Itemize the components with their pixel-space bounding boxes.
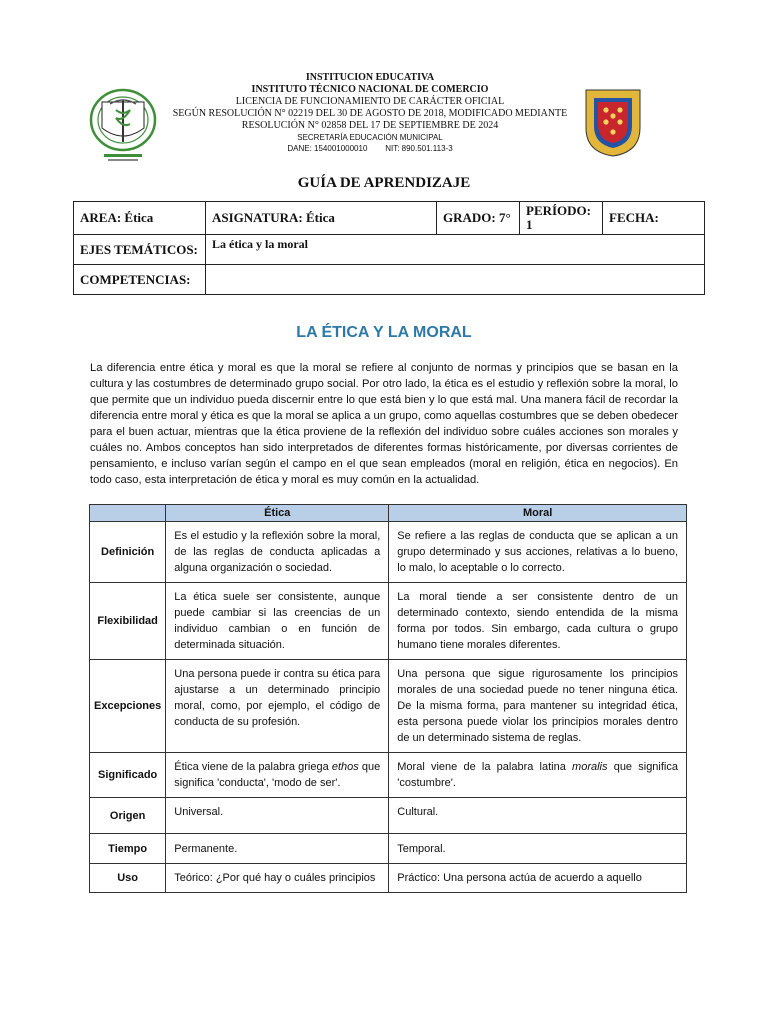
column-header-etica: Ética: [166, 505, 389, 522]
table-row: [90, 753, 687, 798]
significado-moral-word: moralis: [572, 761, 608, 773]
table-header-row: [90, 505, 687, 522]
row-label-flexibilidad: Flexibilidad: [90, 583, 166, 660]
competencias-label: COMPETENCIAS:: [74, 265, 206, 295]
table-row: [90, 864, 687, 893]
cell-excepciones-etica: Una persona puede ir contra su ética para ajustarse a un determinado principio moral, como, por ejemplo, el código de conducta de su profesión.: [166, 660, 389, 753]
row-label-significado: Significado: [90, 753, 166, 798]
significado-moral-text: Moral viene de la palabra latina: [397, 761, 573, 773]
cell-flexibilidad-etica: La ética suele ser consistente, aunque puede cambiar si las creencias de un individuo cambian o en función de determinada situación.: [166, 583, 389, 660]
asignatura-cell: ASIGNATURA: Ética: [206, 202, 437, 235]
row-label-tiempo: Tiempo: [90, 834, 166, 864]
header-line-5: RESOLUCIÓN N° 02858 DEL 17 DE SEPTIEMBRE DE 2024: [241, 120, 499, 131]
row-label-origen: Origen: [90, 798, 166, 834]
significado-etica-text-end: que significa 'conducta', 'modo de ser'.: [174, 761, 381, 789]
competencias-value: [206, 265, 705, 295]
table-row: [90, 583, 687, 660]
fecha-cell: FECHA:: [603, 202, 705, 235]
cell-tiempo-moral: Temporal.: [389, 834, 687, 864]
cell-tiempo-etica: Permanente.: [166, 834, 389, 864]
table-row: [90, 522, 687, 583]
grado-cell: GRADO: 7°: [437, 202, 520, 235]
significado-moral-text-end: que significa 'costumbre'.: [397, 761, 678, 789]
cell-definicion-etica: Es el estudio y la reflexión sobre la moral, de las reglas de conducta aplicadas a alguna organización o sociedad.: [166, 522, 389, 583]
cell-significado-moral: [389, 753, 687, 798]
cell-origen-moral: Cultural.: [389, 798, 687, 834]
column-header-moral: Moral: [389, 505, 687, 522]
table-row: [90, 798, 687, 834]
document-title: LA ÉTICA Y LA MORAL: [296, 324, 472, 341]
header-line-6: SECRETARÍA EDUCACIÓN MUNICIPAL: [297, 133, 443, 142]
header-line-7: DANE: 154001000010 NIT: 890.501.113-3: [287, 144, 453, 153]
cell-flexibilidad-moral: La moral tiende a ser consistente dentro de un determinado contexto, siendo entendida de la misma forma por todos. Sin embargo, cada cultura o grupo humano tiene morales diferentes.: [389, 583, 687, 660]
table-row: [90, 834, 687, 864]
area-cell: AREA: Ética: [74, 202, 206, 235]
city-shield-logo: [584, 88, 642, 158]
guide-title: GUÍA DE APRENDIZAJE: [297, 175, 471, 191]
table-row: [90, 660, 687, 753]
ejes-label: EJES TEMÁTICOS:: [74, 235, 206, 265]
row-label-excepciones: Excepciones: [90, 660, 166, 753]
cell-origen-etica: Universal.: [166, 798, 389, 834]
subject-info-table: [73, 201, 705, 295]
header-line-3: LICENCIA DE FUNCIONAMIENTO DE CARÁCTER OFICIAL: [235, 96, 505, 107]
significado-etica-text: Ética viene de la palabra griega: [174, 761, 332, 773]
corner-header: [90, 505, 166, 522]
cell-uso-moral: Práctico: Una persona actúa de acuerdo a aquello: [389, 864, 687, 893]
cell-excepciones-moral: Una persona que sigue rigurosamente los principios morales de una sociedad puede no tener ninguna ética. De la misma forma, para mantener su integridad ética, esta persona puede violar los principios morales dentro de un determinado sistema de reglas.: [389, 660, 687, 753]
institution-logo: [88, 86, 158, 164]
row-label-definicion: Definición: [90, 522, 166, 583]
cell-uso-etica: Teórico: ¿Por qué hay o cuáles principios: [166, 864, 389, 893]
header-line-1: INSTITUCIÓN EDUCATIVA: [305, 72, 435, 83]
institution-header: [160, 72, 580, 154]
periodo-cell: PERÍODO: 1: [520, 202, 603, 235]
header-line-2: INSTITUTO TÉCNICO NACIONAL DE COMERCIO: [251, 84, 489, 95]
ejes-value: La ética y la moral: [206, 235, 705, 265]
cell-definicion-moral: Se refiere a las reglas de conducta que se aplican a un grupo determinado y sus acciones, relativas a lo bueno, lo malo, lo aceptable o lo correcto.: [389, 522, 687, 583]
significado-etica-word: ethos: [331, 761, 359, 773]
header-line-4: SEGÚN RESOLUCIÓN N° 02219 DEL 30 DE AGOSTO DE 2018, MODIFICADO MEDIANTE: [172, 108, 568, 119]
row-label-uso: Uso: [90, 864, 166, 893]
cell-significado-etica: [166, 753, 389, 798]
comparison-table: [89, 504, 687, 893]
intro-paragraph: La diferencia entre ética y moral es que la moral se refiere al conjunto de normas y principios que se basan en la cultura y las costumbres de determinado grupo social. Por otro lado, la ética es el estudio y reflexión sobre la moral, lo que permite que un individuo pueda discernir entre lo que está bien y lo que está mal. Una manera fácil de recordar la diferencia entre moral y ética es que la moral se aplica a un grupo, como aquellas costumbres que se deben obedecer para el buen actuar, mientras que la ética proviene de la reflexión del individuo sobre cuáles acciones son morales y cuáles no. Ambos conceptos han sido interpretados de diferentes formas históricamente, por diversas corrientes de pensamiento, e incluso varían según el campo en el que sean empleados (moral en religión, ética en negocios). En todo caso, esta interpretación de ética y moral es muy común en la actualidad.: [90, 362, 678, 486]
